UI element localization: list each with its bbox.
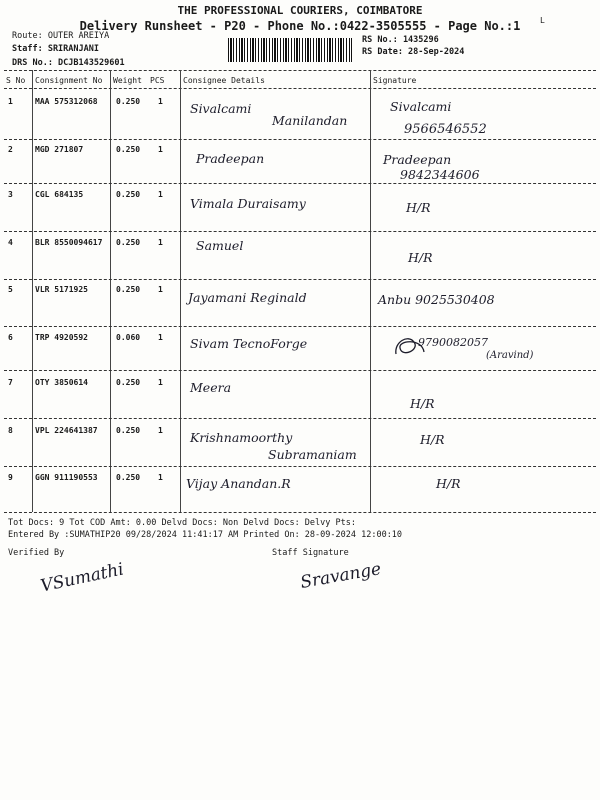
route: Route: OUTER AREIYA: [12, 31, 110, 41]
row-consignee: Vimala Duraisamy: [190, 196, 306, 211]
row-signature: H/R: [410, 396, 435, 411]
row-weight: 0.250: [116, 378, 141, 387]
row-sno: 5: [8, 285, 13, 294]
drs-number: DRS No.: DCJB143529601: [12, 58, 125, 68]
col-consignee: Consignee Details: [183, 76, 265, 85]
row-signature-line2: 9566546552: [404, 122, 487, 137]
row-consignment: OTY 3850614: [35, 378, 88, 387]
header-bottom-rule: [4, 88, 596, 89]
column-divider: [180, 70, 181, 512]
row-separator: [4, 231, 596, 232]
row-signature-line2: 9842344606: [400, 167, 480, 182]
row-consignee: Samuel: [196, 238, 244, 253]
row-pcs: 1: [158, 473, 163, 482]
row-consignment: GGN 911190553: [35, 473, 98, 482]
row-signature: 9790082057: [418, 336, 488, 349]
col-sno: S No: [6, 76, 26, 85]
row-pcs: 1: [158, 426, 163, 435]
header-top-rule: [4, 70, 596, 71]
row-sno: 2: [8, 145, 13, 154]
row-signature: H/R: [436, 476, 461, 491]
row-consignee: Meera: [190, 380, 232, 395]
barcode: [228, 38, 352, 62]
row-weight: 0.060: [116, 333, 141, 342]
row-sno: 7: [8, 378, 13, 387]
row-consignment: MGD 271807: [35, 145, 84, 154]
row-sno: 4: [8, 238, 13, 247]
row-sno: 1: [8, 97, 13, 106]
rs-date: RS Date: 28-Sep-2024: [362, 47, 465, 57]
row-consignee: Vijay Anandan.R: [186, 476, 291, 491]
col-consignment: Consignment No: [35, 76, 103, 85]
row-pcs: 1: [158, 238, 163, 247]
staff: Staff: SRIRANJANI: [12, 44, 99, 54]
corner-mark: L: [540, 16, 545, 25]
col-pcs: PCS: [150, 76, 165, 85]
row-pcs: 1: [158, 285, 163, 294]
row-consignee: Krishnamoorthy: [190, 430, 293, 445]
row-consignment: MAA 575312068: [35, 97, 98, 106]
row-separator: [4, 466, 596, 467]
company-title: THE PROFESSIONAL COURIERS, COIMBATORE: [177, 4, 423, 17]
row-consignee: Pradeepan: [196, 151, 265, 166]
row-weight: 0.250: [116, 97, 141, 106]
row-pcs: 1: [158, 333, 163, 342]
row-consignee: Sivalcami: [190, 101, 252, 116]
row-separator: [4, 370, 596, 371]
row-pcs: 1: [158, 97, 163, 106]
row-consignee: Jayamani Reginald: [188, 290, 307, 305]
column-divider: [110, 70, 111, 512]
col-weight: Weight: [113, 76, 142, 85]
row-weight: 0.250: [116, 426, 141, 435]
entered-by-line: Entered By :SUMATHIP20 09/28/2024 11:41:17 AM Printed On: 28-09-2024 12:00:10: [8, 530, 403, 540]
table-bottom-rule: [4, 512, 596, 513]
row-weight: 0.250: [116, 285, 141, 294]
row-weight: 0.250: [116, 473, 141, 482]
row-pcs: 1: [158, 378, 163, 387]
row-pcs: 1: [158, 190, 163, 199]
row-consignment: BLR 8550094617: [35, 238, 103, 247]
row-separator: [4, 139, 596, 140]
row-pcs: 1: [158, 145, 163, 154]
row-sno: 9: [8, 473, 13, 482]
row-consignee-line2: Subramaniam: [268, 447, 357, 462]
verified-by-label: Verified By: [8, 548, 65, 558]
rs-number: RS No.: 1435296: [362, 35, 439, 45]
row-separator: [4, 279, 596, 280]
row-signature-line2: (Aravind): [486, 350, 534, 361]
row-signature: Sivalcami: [390, 99, 452, 114]
column-divider: [32, 70, 33, 512]
row-signature: H/R: [408, 250, 433, 265]
row-consignment: CGL 684135: [35, 190, 84, 199]
column-divider: [370, 70, 371, 512]
row-weight: 0.250: [116, 190, 141, 199]
row-separator: [4, 418, 596, 419]
row-consignment: TRP 4920592: [35, 333, 88, 342]
staff-signature: Sravange: [298, 559, 383, 593]
row-consignee: Sivam TecnoForge: [190, 336, 308, 351]
totals-line: Tot Docs: 9 Tot COD Amt: 0.00 Delvd Docs: Non Delvd Docs: Delvy Pts:: [8, 518, 356, 528]
col-signature: Signature: [373, 76, 417, 85]
row-signature: H/R: [420, 432, 445, 447]
row-consignment: VPL 224641387: [35, 426, 98, 435]
row-sno: 8: [8, 426, 13, 435]
row-separator: [4, 183, 596, 184]
staff-signature-label: Staff Signature: [272, 548, 349, 558]
row-separator: [4, 326, 596, 327]
verified-signature: VSumathi: [38, 559, 126, 597]
row-weight: 0.250: [116, 238, 141, 247]
row-sno: 3: [8, 190, 13, 199]
row-consignment: VLR 5171925: [35, 285, 88, 294]
row-signature: Anbu 9025530408: [378, 292, 495, 307]
runsheet-title: Delivery Runsheet - P20 - Phone No.:0422-3505555 - Page No.:1: [79, 19, 521, 33]
row-weight: 0.250: [116, 145, 141, 154]
row-signature: H/R: [406, 200, 431, 215]
row-sno: 6: [8, 333, 13, 342]
row-signature: Pradeepan: [383, 152, 452, 167]
row-consignee-line2: Manilandan: [272, 113, 348, 128]
